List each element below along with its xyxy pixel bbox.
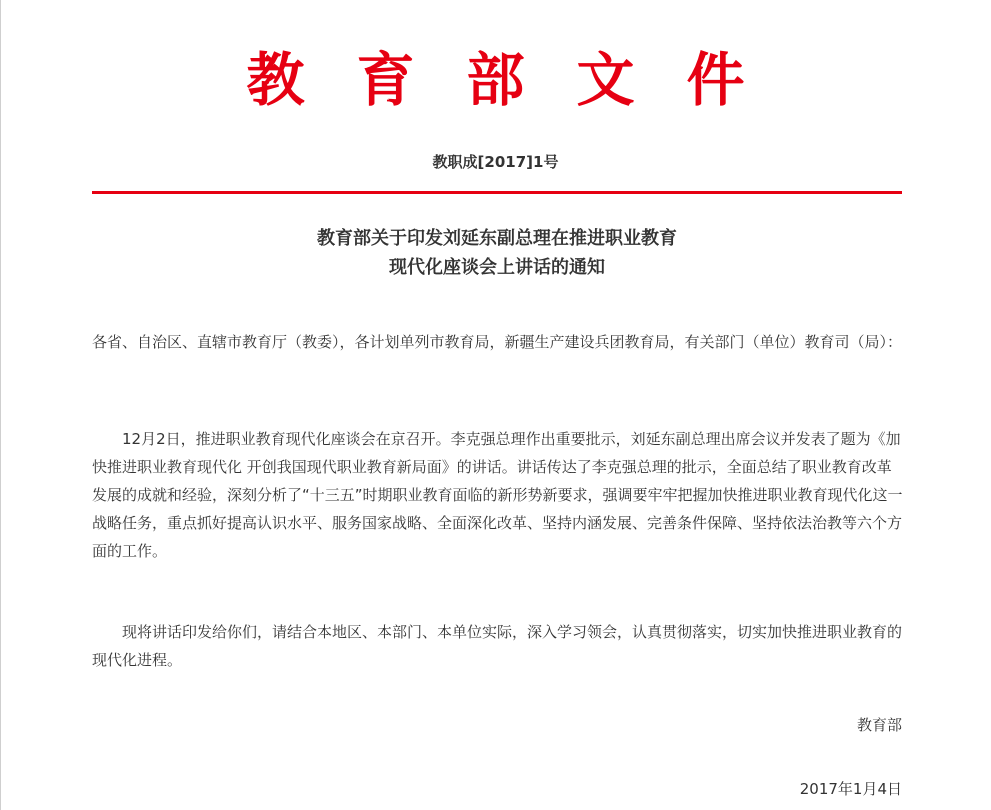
body-paragraph-1: 12月2日，推进职业教育现代化座谈会在京召开。李克强总理作出重要批示，刘延东副总理出席会议并发表了题为《加快推进职业教育现代化 开创我国现代职业教育新局面》的讲话。讲话传达了李克强总理的批示，全面总结了职业教育改革发展的成就和经验，深刻分析了“十三五”时期职业教育面临的新形势新要求，强调要牢牢把握加快推进职业教育现代化这一战略任务，重点抓好提高认识水平、服务国家战略、全面深化改革、坚持内涵发展、完善条件保障、坚持依法治教等六个方面的工作。: [92, 430, 903, 560]
document-header-title: 教育部文件: [246, 46, 797, 114]
notice-title-line-1: 教育部关于印发刘延东副总理在推进职业教育: [317, 228, 677, 249]
notice-title: [92, 224, 902, 282]
addressee-paragraph: 各省、自治区、直辖市教育厅（教委），各计划单列市教育局，新疆生产建设兵团教育局，有关部门（单位）教育司（局）：: [92, 333, 903, 351]
notice-title-line-2: 现代化座谈会上讲话的通知: [389, 257, 605, 278]
body-paragraph-2: 现将讲话印发给你们，请结合本地区、本部门、本单位实际，深入学习领会，认真贯彻落实，切实加快推进职业教育的现代化进程。: [92, 623, 903, 669]
page-left-border: [0, 0, 1, 810]
issuer-signature: 教育部: [856, 716, 902, 734]
header-red-divider: [92, 191, 902, 194]
issue-date: 2017年1月4日: [799, 780, 902, 798]
document-number: 教职成[2017]1号: [432, 153, 559, 171]
